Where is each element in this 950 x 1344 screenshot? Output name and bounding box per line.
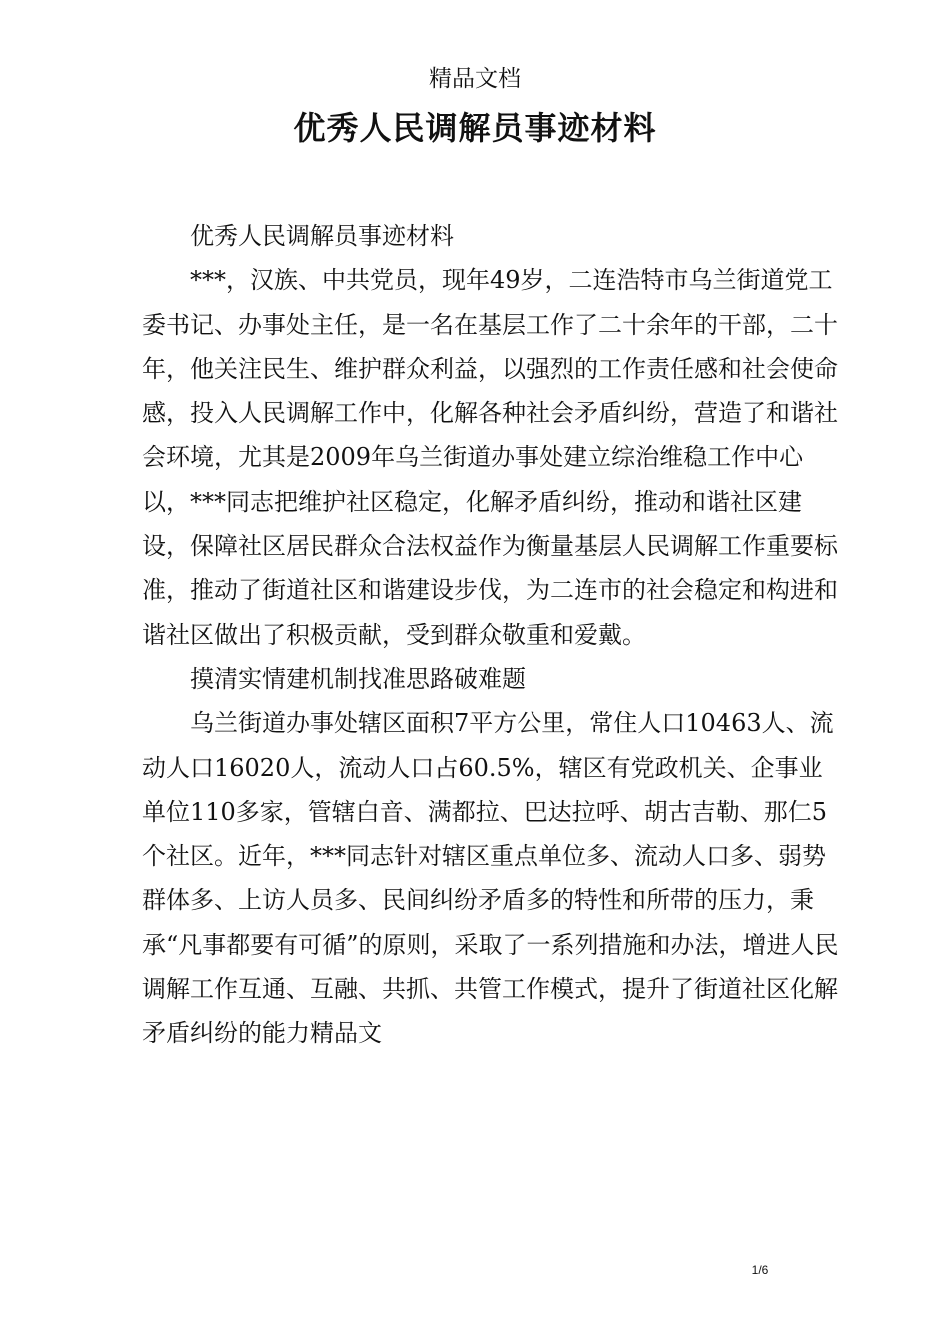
document-body (142, 214, 842, 1056)
body-paragraph: 摸清实情建机制找准思路破难题 (190, 664, 526, 693)
body-paragraph: 优秀人民调解员事迹材料 (190, 222, 454, 250)
page-header: 精品文档 (429, 66, 521, 92)
document-title: 优秀人民调解员事迹材料 (293, 109, 657, 147)
body-paragraph: ***，汉族、中共党员，现年49岁，二连浩特市乌兰街道党工委书记、办事处主任，是一名在基层工作了二十余年的干部，二十年，他关注民生、维护群众利益，以强烈的工作责任感和社会使命感，投入人民调解工作中，化解各种社会矛盾纠纷，营造了和谐社会环境，尤其是2009年乌兰街道办事处建立综治维稳工作中心以，***同志把维护社区稳定，化解矛盾纠纷，推动和谐社区建设，保障社区居民群众合法权益作为衡量基层人民调解工作重要标准，推动了街道社区和谐建设步伐，为二连市的社会稳定和构进和谐社区做出了积极贡献，受到群众敬重和爱戴。 (142, 266, 838, 649)
body-paragraph: 乌兰街道办事处辖区面积7平方公里，常住人口10463人、流动人口16020人，流动人口占60.5%，辖区有党政机关、企事业单位110多家，管辖白音、满都拉、巴达拉呼、胡古吉勒、那仁5个社区。近年，***同志针对辖区重点单位多、流动人口多、弱势群体多、上访人员多、民间纠纷矛盾多的特性和所带的压力，秉承“凡事都要有可循”的原则，采取了一系列措施和办法，增进人民调解工作互通、互融、共抓、共管工作模式，提升了街道社区化解矛盾纠纷的能力精品文 (142, 709, 839, 1048)
page-number: 1/6 (751, 1263, 769, 1277)
